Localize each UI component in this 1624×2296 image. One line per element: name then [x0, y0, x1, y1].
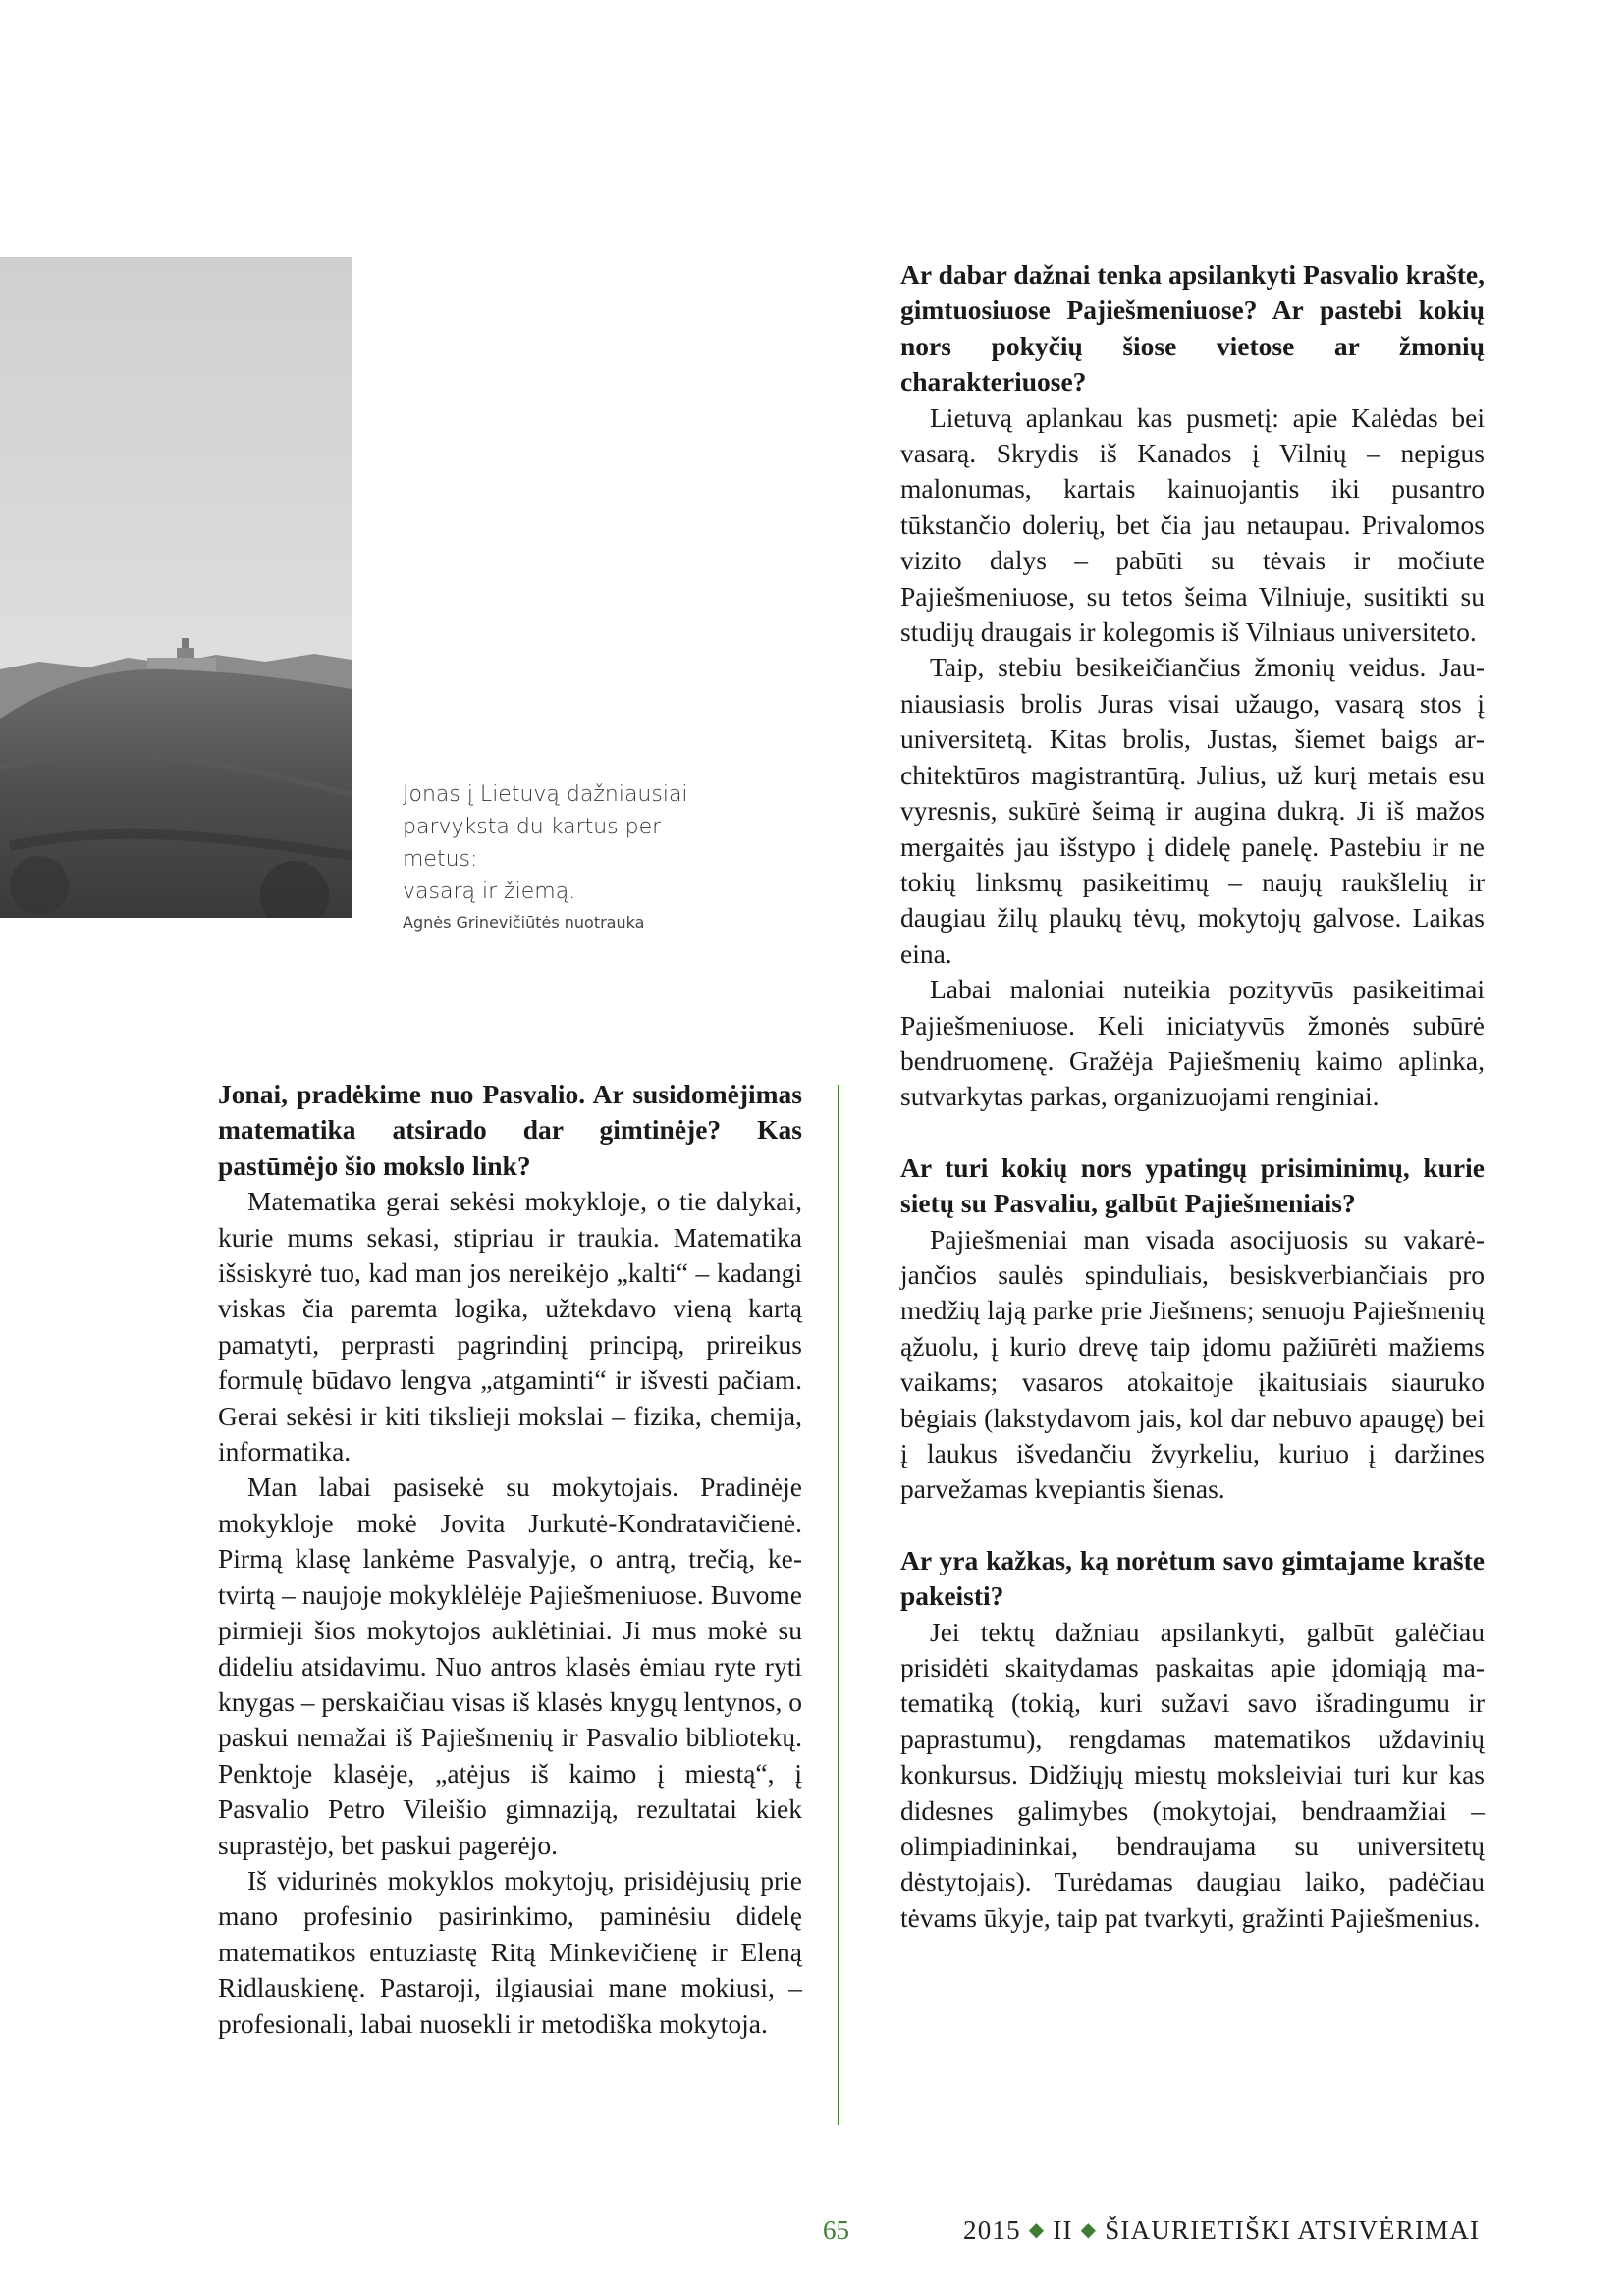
landscape-photo-image — [0, 257, 352, 918]
caption-line: vasarą ir žiemą. — [403, 880, 576, 904]
running-footer — [963, 2214, 1480, 2247]
answer-paragraph: Pajiešmeniai man visada asocijuosis su vakarėjančios saulės spinduliais, besiskverbiančiais pro medžių lają parke prie Jiešmens; senuoju Pajiešmenių ąžuolu, į kurio drevę taip įdomu pažiūrėti mažiems vaikams; vasaros atokaitoje įkaitusiais siauruko bėgiais (lakstydavom jais, kol dar nebuvo apaugę) bei į laukus išvedančiu žvyrkeliu, kuriuo į daržines parvežamas kvepiantis šienas. — [900, 1223, 1485, 1505]
photo-credit: Agnės Grinevičiūtės nuotrauka — [403, 913, 645, 932]
footer-publication: ŠIAURIETIŠKI ATSIVĖRIMAI — [1105, 2216, 1481, 2245]
answer-paragraph: Taip, stebiu besikeičiančius žmonių veidus. Jauniausiasis brolis Juras visai užaugo, vasarą stos į universitetą. Kitas brolis, Justas, šiemet baigs architektūros magistrantūrą. Julius, už kurį metais esu vyresnis, sukūrė šeimą ir augina dukrą. Ji iš mažos mergaitės jau išstypo į didelę panelę. Pastebiu ir ne tokių linksmų pasikeitimų – naujų raukšlelių ir daugiau žilų plaukų tėvų, mokytojų galvose. Laikas eina. — [900, 652, 1485, 969]
footer-issue: II — [1053, 2216, 1073, 2245]
right-column — [900, 257, 1485, 1936]
column-divider — [838, 1085, 839, 2125]
photo — [0, 257, 352, 918]
answer-paragraph: Jei tektų dažniau apsilankyti, galbūt galėčiau prisidėti skaitydamas paskaitas apie įdomiąją matematiką (tokią, kuri sužavi savo išradingumu ir paprastumu), rengdamas matematikos uždavinių konkursus. Didžiųjų miestų moksleiviai turi kur kas didesnes galimybes (mokytojai, bendraamžiai – olimpiadininkai, bendraujama su universitetų dėstytojais). Turėdamas daugiau laiko, padėčiau tėvams ūkyje, taip pat tvarkyti, gražinti Pajiešmenius. — [900, 1616, 1485, 1933]
answer-paragraph: Labai maloniai nuteikia pozityvūs pasikeitimai Pajiešmeniuose. Keli iniciatyvūs žmonės subūrė bendruomenę. Gražėja Pajiešmenių kaimo aplinka, sutvarkytas parkas, organizuojami renginiai. — [900, 974, 1485, 1112]
section-spacer — [900, 1508, 1485, 1543]
diamond-icon: ◆ — [1028, 2219, 1046, 2241]
answer-paragraph: Lietuvą aplankau kas pusmetį: apie Kalėdas bei vasarą. Skrydis iš Kanados į Vilnių – nepigus malonumas, kartais kainuojantis iki pusantro tūkstančio dolerių, bet čia jau netaupau. Privalomos vizito dalys – pabūti su tėvais ir močiute Pajiešmeniuose, su tetos šeima Vilniuje, susitikti su studijų draugais ir kolegomis iš Vilniaus universiteto. — [900, 401, 1485, 648]
section-spacer — [900, 1115, 1485, 1150]
answer-paragraph: Iš vidurinės mokyklos mokytojų, prisidėjusių prie mano profesinio pasirinkimo, paminėsiu didelę matematikos entuziastę Ritą Minkevičienę ir Eleną Ridlauskienę. Pastaroji, ilgiausiai mane mokiusi, – profesionali, labai nuosekli ir metodiška mokytoja. — [218, 1864, 802, 2039]
interview-question: Ar dabar dažnai tenka apsilankyti Pasvalio krašte, gimtuosiuose Pajiešmeniuose? Ar pastebi kokių nors pokyčių šiose vietose ar žmonių charakteriuose? — [900, 259, 1485, 398]
answer-paragraph: Man labai pasisekė su mokytojais. Pradinėje mokykloje mokė Jovita Jurkutė-Kondratavičienė. Pirmą klasę lankėme Pasvalyje, o antrą, trečią, ketvirtą – naujoje mokyklėlėje Pajiešmeniuose. Buvome pirmieji šios mokytojos auklėtiniai. Ji mus mokė su dideliu atsidavimu. Nuo antros klasės ėmiau ryte ryti knygas – perskaičiau visas iš klasės knygų lentynos, o paskui nemažai iš Pajiešmenių ir Pasvalio bibliotekų. Penktoje klasėje, „atėjus iš kaimo į miestą“, į Pasvalio Petro Vileišio gimnaziją, rezultatai kiek suprastėjo, bet paskui pagerėjo. — [218, 1471, 802, 1860]
photo-caption — [403, 778, 727, 935]
footer-year: 2015 — [963, 2216, 1021, 2245]
caption-line: Jonas į Lietuvą dažniausiai — [403, 782, 688, 807]
interview-question: Ar yra kažkas, ką norėtum savo gimtajame krašte pakeisti? — [900, 1544, 1485, 1612]
answer-paragraph: Matematika gerai sekėsi mokykloje, o tie dalykai, kurie mums sekasi, stipriau ir traukia. Matematika išsiskyrė tuo, kad man jos nereikėjo „kalti“ – kadangi viskas čia paremta logika, užtekdavo vieną kartą pamatyti, perprasti pagrindinį principą, prireikus formulę būdavo lengva „atgaminti“ ir išvesti pačiam. Gerai sekėsi ir kiti tikslieji mokslai – fizika, chemija, informatika. — [218, 1186, 802, 1468]
diamond-icon: ◆ — [1080, 2219, 1098, 2241]
caption-line: parvyksta du kartus per metus: — [403, 815, 662, 872]
interview-question: Jonai, pradėkime nuo Pasvalio. Ar susidomėjimas matematika atsirado dar gimtinėje? Kas pastūmėjo šio mokslo link? — [218, 1079, 802, 1181]
left-column — [218, 1077, 802, 2042]
page-number: 65 — [823, 2216, 849, 2245]
interview-question: Ar turi kokių nors ypatingų prisiminimų, kurie sietų su Pasvaliu, galbūt Pajiešmeniais? — [900, 1151, 1485, 1219]
